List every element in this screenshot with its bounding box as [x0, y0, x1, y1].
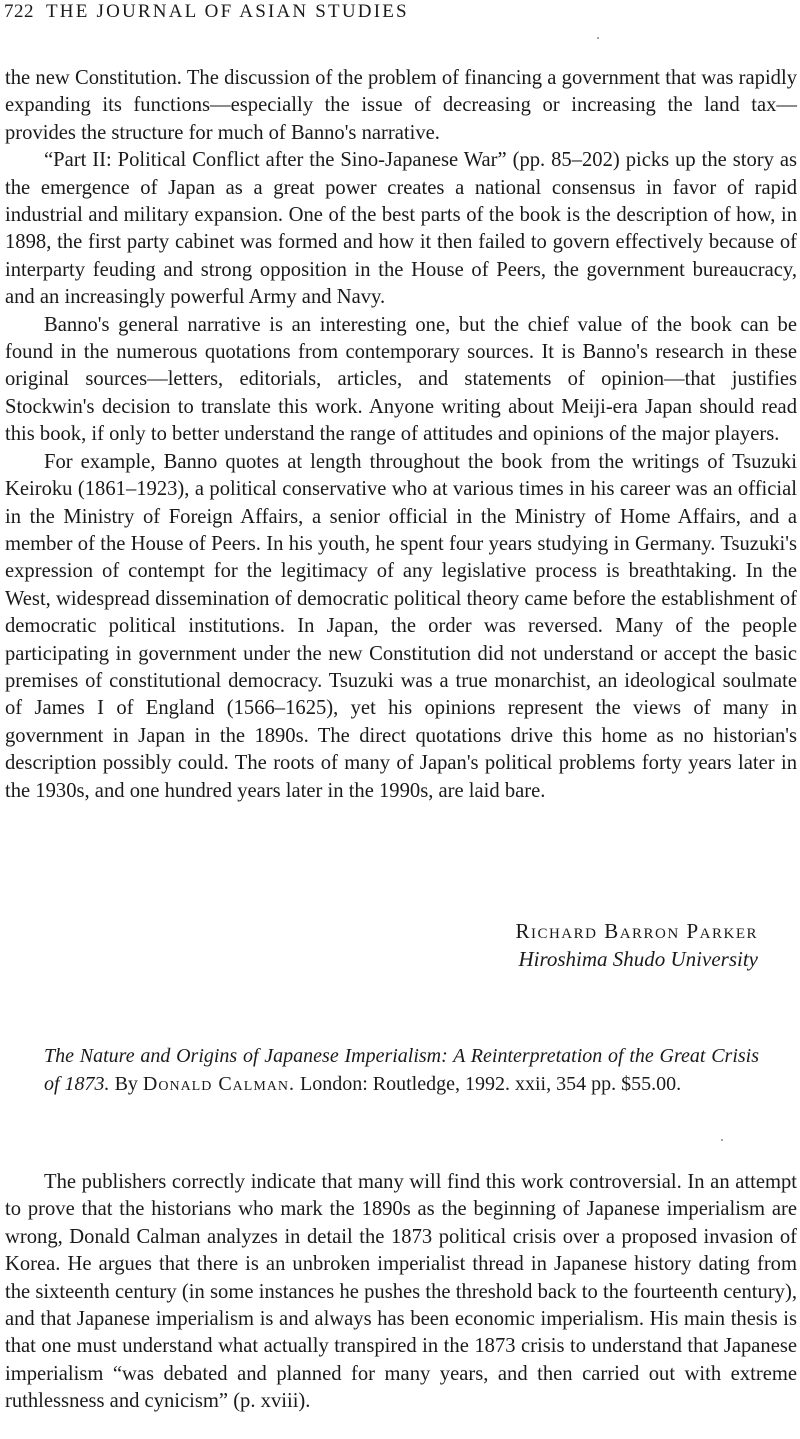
reviewer-affiliation: Hiroshima Shudo University — [518, 947, 758, 971]
book-price: $55.00. — [621, 1072, 682, 1095]
reviewer-name: Richard Barron Parker — [515, 919, 758, 943]
book-citation — [44, 1043, 759, 1098]
book-author: Donald Calman. — [142, 1072, 296, 1095]
paragraph: The publishers correctly indicate that many will find this work controversial. In an attempt to prove that the historians who mark the 1890s as the beginning of Japanese imperialism are wrong, Donald Calman analyzes in detail the 1873 political crisis over a proposed invasion of Korea. He argues that there is an unbroken imperialist thread in Japanese history dating from the sixteenth century (in some instances he pushes the threshold back to the fourteenth century), and that Japanese imperialism is and always has been economic imperialism. His main thesis is that one must understand what actually transpired in the 1873 crisis to understand that Japanese imperialism “was debated and planned for many years, and then carried out with extreme ruthlessness and cynicism” (p. xviii). — [5, 1171, 797, 1413]
running-head — [4, 0, 409, 24]
scan-speck — [721, 1139, 723, 1141]
publication-info: London: Routledge, 1992. — [300, 1072, 510, 1095]
review-body — [5, 1169, 797, 1416]
paragraph: “Part II: Political Conflict after the Sino-Japanese War” (pp. 85–202) picks up the story as the emergence of Japan as a great power creates a national consensus in favor of rapid industrial and military expansion. One of the best parts of the book is the description of how, in 1898, the first party cabinet was formed and how it then failed to govern effectively because of interparty feuding and strong opposition in the House of Peers, the government bureaucracy, and an increasingly powerful Army and Navy. — [5, 149, 797, 309]
paragraph: For example, Banno quotes at length throughout the book from the writings of Tsuzuki Keiroku (1861–1923), a political conservative who at various times in his career was an official in the Ministry of Foreign Affairs, a senior official in the Ministry of Home Affairs, and a member of the House of Peers. In his youth, he spent four years studying in Germany. Tsuzuki's expression of contempt for the legitimacy of any legislative process is breathtaking. In the West, widespread dissemination of democratic political theory came before the establishment of democratic political institutions. In Japan, the order was reversed. Many of the people participating in government under the new Constitution did not understand or accept the basic premises of constitutional democracy. Tsuzuki was a true monarchist, an ideological soulmate of James I of England (1566–1625), yet his opinions represent the views of many in government in Japan in the 1890s. The direct quotations drive this home as no historian's description possibly could. The roots of many of Japan's political problems forty years later in the 1930s, and one hundred years later in the 1990s, are laid bare. — [5, 450, 797, 802]
page-count: xxii, 354 pp. — [515, 1072, 617, 1095]
page-number: 722 — [4, 1, 34, 22]
paragraph: the new Constitution. The discussion of the problem of financing a government that was rapidly expanding its functions—especially the issue of decreasing or increasing the land tax—provides the structure for much of Banno's narrative. — [5, 67, 797, 144]
journal-title: THE JOURNAL OF ASIAN STUDIES — [46, 1, 409, 22]
scan-speck — [597, 37, 599, 39]
book-title: The Nature and Origins of Japanese Imperialism: A Reinterpretation of the Great Crisis of 1873. — [44, 1045, 759, 1095]
paragraph: Banno's general narrative is an interesting one, but the chief value of the book can be found in the numerous quotations from contemporary sources. It is Banno's research in these original sources—letters, editorials, articles, and statements of opinion—that justifies Stockwin's decision to translate this work. Anyone writing about Meiji-era Japan should read this book, if only to better understand the range of attitudes and opinions of the major players. — [5, 313, 797, 446]
review-body-continued — [5, 65, 797, 805]
by-label: By — [114, 1072, 138, 1095]
